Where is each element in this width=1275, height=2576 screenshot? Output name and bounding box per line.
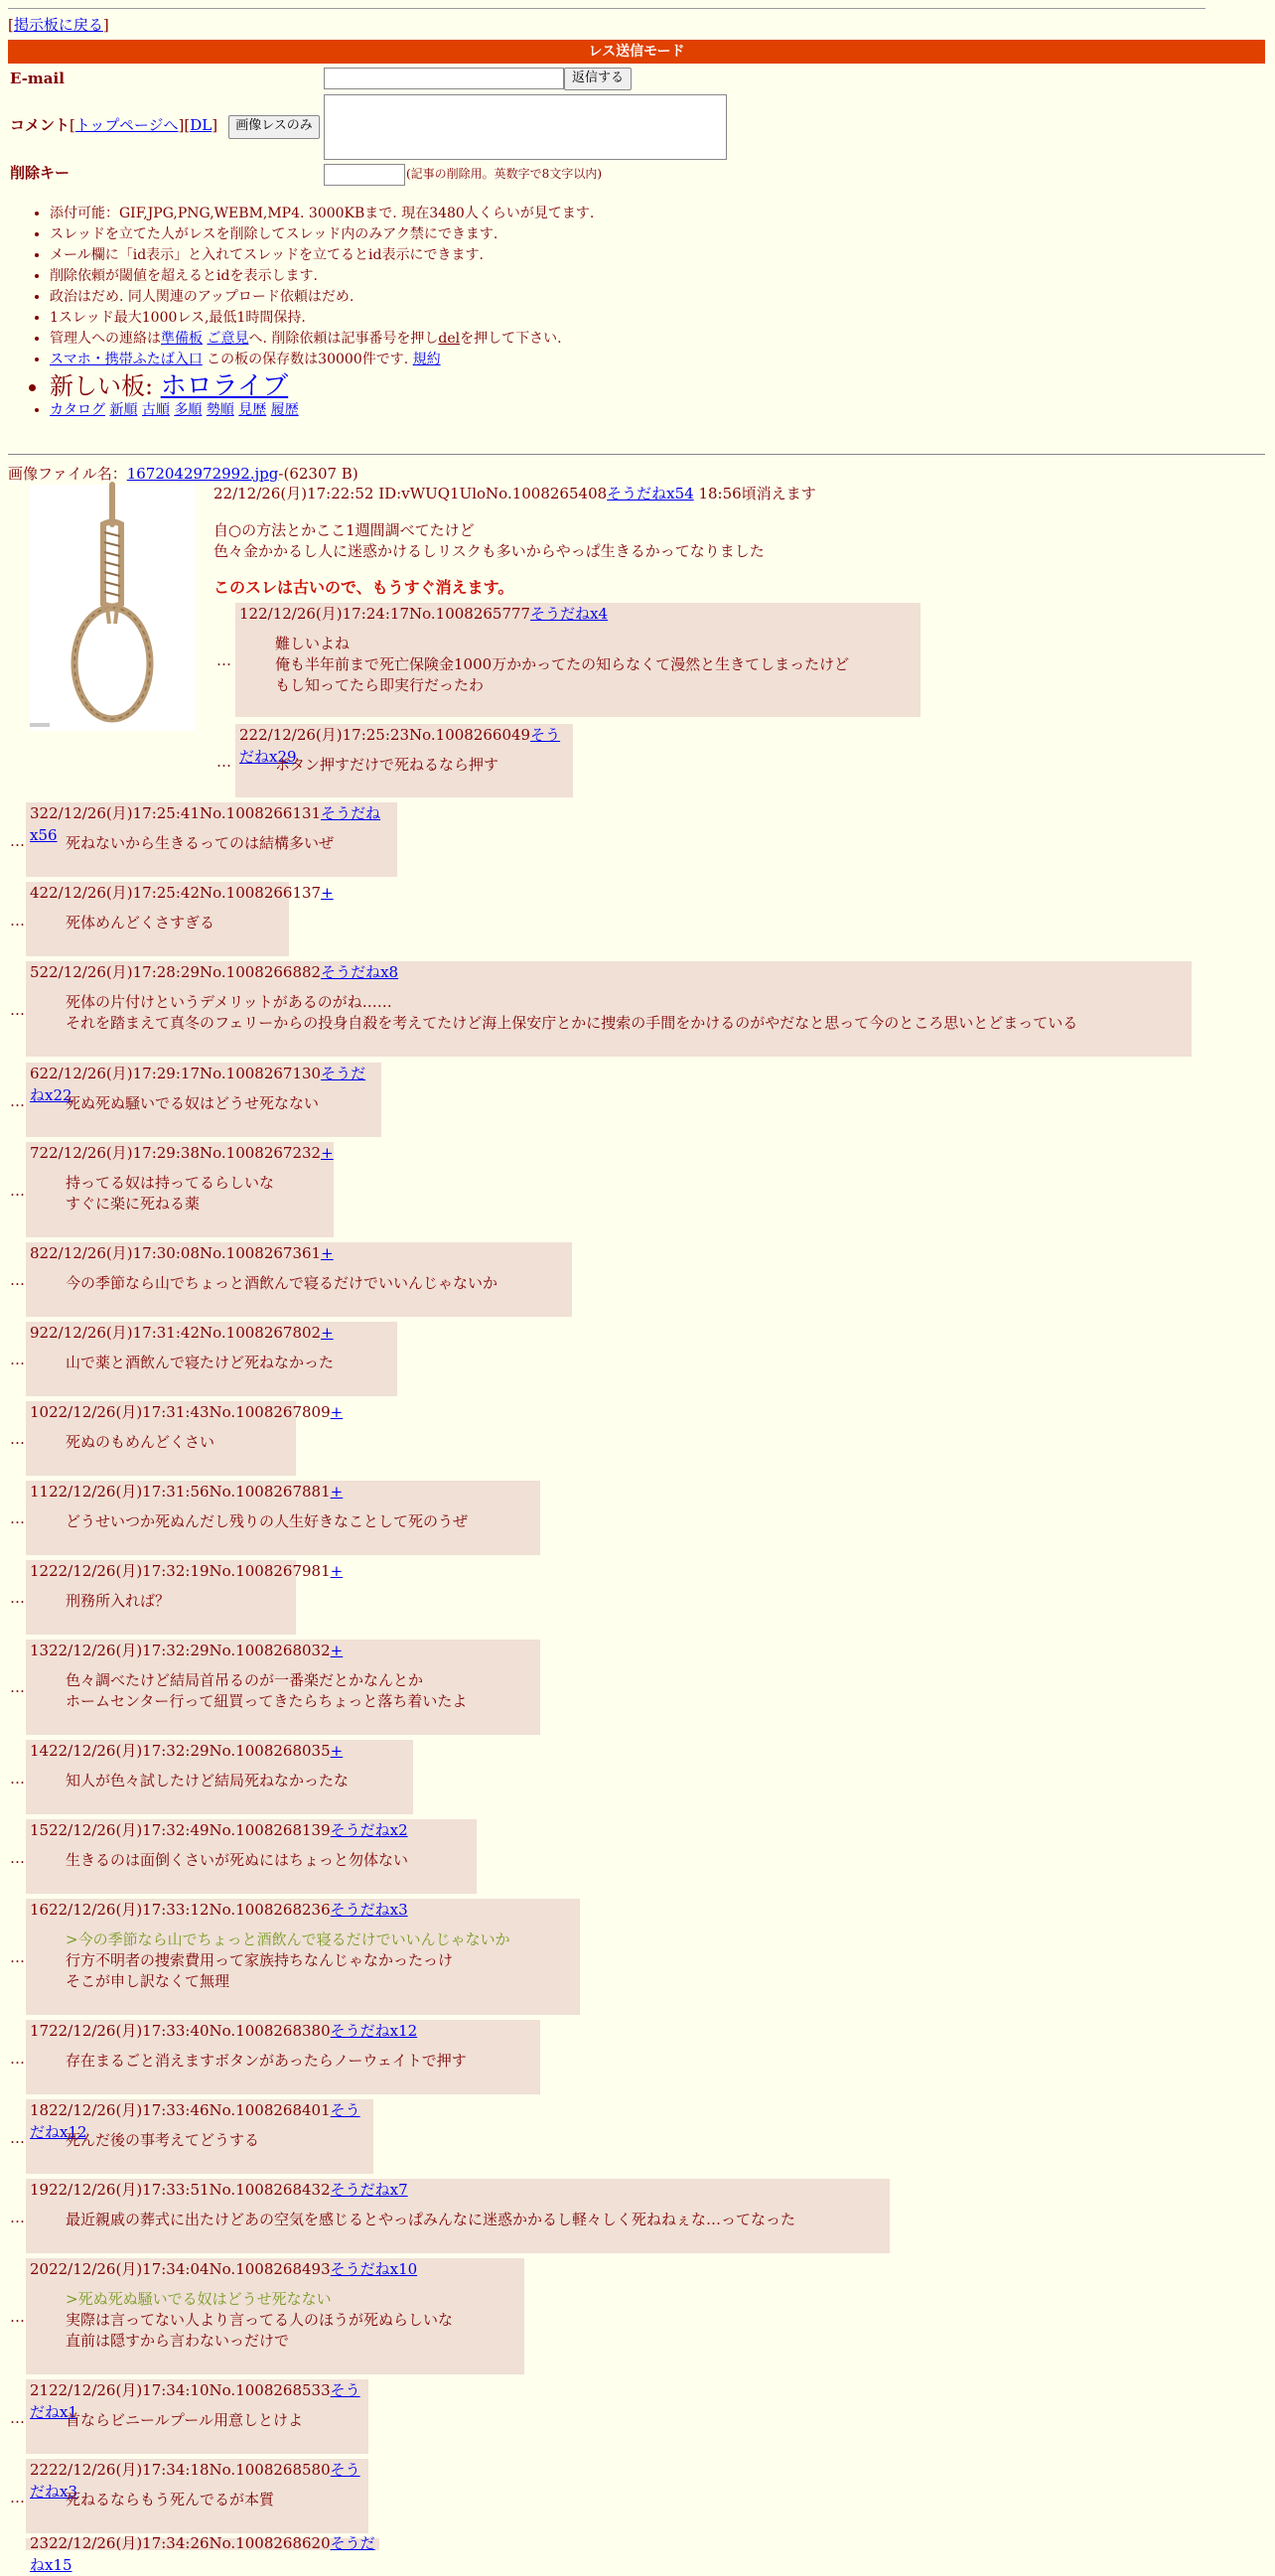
rule-text: を押して下さい. — [460, 331, 562, 347]
reply-line: 知人が色々試したけど結局死ねなかったな — [66, 1772, 350, 1789]
reply-marker: … — [10, 1271, 25, 1289]
soudane-link[interactable]: そうだねx4 — [530, 605, 609, 623]
reply-line: 死体めんどくさすぎる — [66, 914, 215, 931]
reply-number: 9 — [30, 1324, 40, 1342]
reply-line: 死んだ後の事考えてどうする — [66, 2131, 260, 2149]
reply-meta: 22/12/26(月)17:33:51No.1008268432 — [49, 2181, 331, 2199]
rule-item: • 添付可能：GIF,JPG,PNG,WEBM,MP4. 3000KBまで. 現在3480人くらいが見てます. — [50, 205, 594, 225]
reply-marker: … — [216, 753, 231, 771]
soudane-link[interactable]: + — [321, 1144, 334, 1162]
reply-line: 行方不明者の捜索費用って家族持ちなんじゃなかったっけ — [66, 1951, 454, 1969]
soudane-link[interactable]: + — [330, 1742, 344, 1760]
new-board-label: 新しい板: — [50, 372, 161, 400]
dl-link[interactable]: DL — [190, 116, 212, 134]
reply-line: 持ってる奴は持ってるらしいな — [66, 1174, 275, 1192]
op-header — [213, 485, 816, 504]
reply-post — [26, 1481, 540, 1555]
reply-number: 2 — [239, 726, 249, 744]
reply-number: 5 — [30, 963, 40, 981]
soudane-link[interactable]: そうだねx12 — [330, 2022, 418, 2040]
reply-number: 6 — [30, 1065, 40, 1082]
reply-meta: 22/12/26(月)17:24:17No.1008265777 — [248, 605, 531, 623]
reply-line: ボタン押すだけで死ねるなら押す — [275, 756, 499, 774]
rule-text: へ. 削除依頼は記事番号を押し — [248, 331, 439, 347]
soudane-link[interactable]: そうだねx12 — [30, 2101, 360, 2141]
reply-marker: … — [10, 2308, 25, 2326]
reply-mode-bar: レス送信モード — [8, 40, 1265, 64]
soudane-link[interactable]: そうだねx22 — [30, 1065, 366, 1104]
reply-marker: … — [10, 2129, 25, 2147]
op-line: 色々金かかるし人に迷惑かけるしリスクも多いからやっぱ生きるかってなりました — [213, 542, 765, 560]
reply-post — [235, 603, 921, 717]
reply-marker: … — [10, 2489, 25, 2506]
op-thumbnail[interactable] — [30, 485, 195, 731]
reply-marker: … — [10, 2209, 25, 2226]
comment-label — [10, 116, 217, 136]
reply-meta: 22/12/26(月)17:33:12No.1008268236 — [49, 1901, 331, 1919]
noose-image — [30, 485, 195, 731]
reply-post — [26, 2099, 373, 2174]
reply-number: 20 — [30, 2260, 50, 2278]
reply-meta: 22/12/26(月)17:31:43No.1008267809 — [49, 1403, 331, 1421]
email-field[interactable] — [324, 68, 564, 89]
reply-meta: 22/12/26(月)17:29:38No.1008267232 — [39, 1144, 322, 1162]
reply-post — [26, 1640, 540, 1735]
rule-item: • 政治はだめ. 同人関連のアップロード依頼はだめ. — [50, 288, 594, 309]
reply-marker: … — [10, 912, 25, 930]
soudane-link[interactable]: + — [321, 1324, 334, 1342]
reply-marker: … — [10, 1678, 25, 1696]
rule-item: • メール欄に「id表示」と入れてスレッドを立てるとid表示にできます. — [50, 246, 594, 267]
reply-post — [26, 1819, 477, 1894]
reply-marker: … — [10, 1351, 25, 1368]
reply-number: 4 — [30, 884, 40, 902]
reply-post — [26, 1899, 580, 2015]
sort-momentum-link[interactable]: 勢順 — [206, 402, 234, 418]
back-to-board — [8, 16, 109, 36]
reply-post — [235, 724, 573, 797]
reply-post — [26, 1740, 413, 1814]
rule-item-mobile — [50, 351, 594, 371]
soudane-link[interactable]: そうだねx10 — [330, 2260, 418, 2278]
reply-marker: … — [10, 1430, 25, 1448]
reply-post — [26, 1322, 397, 1396]
soudane-link[interactable]: そうだねx7 — [330, 2181, 408, 2199]
reply-meta: 22/12/26(月)17:30:08No.1008267361 — [39, 1244, 322, 1262]
reply-number: 3 — [30, 804, 40, 822]
reply-number: 18 — [30, 2101, 50, 2119]
reply-meta: 22/12/26(月)17:25:42No.1008266137 — [39, 884, 322, 902]
reply-line: 山で薬と酒飲んで寝たけど死ねなかった — [66, 1354, 335, 1371]
reply-meta: 22/12/26(月)17:29:17No.1008267130 — [39, 1065, 322, 1082]
reply-number: 17 — [30, 2022, 50, 2040]
reply-marker: … — [10, 832, 25, 850]
quoted-text: >死ぬ死ぬ騒いでる奴はどうせ死なない — [66, 2290, 332, 2308]
bracket-close: ] — [178, 116, 185, 134]
reply-meta: 22/12/26(月)17:31:56No.1008267881 — [49, 1483, 331, 1501]
reply-post — [26, 1063, 381, 1137]
reply-marker: … — [10, 1182, 25, 1200]
reply-meta: 22/12/26(月)17:25:23No.1008266049 — [248, 726, 531, 744]
rule-item: • 1スレッド最大1000レス,最低1時間保持. — [50, 309, 594, 330]
reply-marker: … — [10, 1849, 25, 1867]
terms-link[interactable]: 規約 — [412, 352, 441, 367]
reply-line: 死ねるならもう死んでるが本質 — [66, 2491, 275, 2508]
reply-post — [26, 1142, 334, 1237]
board-rules — [50, 205, 594, 422]
feedback-link[interactable]: ご意見 — [207, 331, 249, 347]
reply-line: 死ぬのもめんどくさい — [66, 1433, 215, 1451]
reply-line: 俺も半年前まで死亡保険金1000万かかってたの知らなくて漫然と生きてしまったけど — [275, 655, 850, 673]
reply-meta: 22/12/26(月)17:28:29No.1008266882 — [39, 963, 322, 981]
top-page-link[interactable]: トップページへ — [74, 116, 179, 134]
reply-line: 存在まるごと消えますボタンがあったらノーウェイトで押す — [66, 2052, 467, 2070]
op-meta: 22/12/26(月)17:22:52 ID:vWUQ1UloNo.1008265408 — [213, 485, 608, 502]
reply-line: 刑務所入れば？ — [66, 1592, 171, 1610]
reply-number: 22 — [30, 2461, 50, 2479]
reply-meta: 22/12/26(月)17:32:19No.1008267981 — [49, 1562, 331, 1580]
reply-line: そこが申し訳なくて無理 — [66, 1972, 230, 1990]
rule-item: • スレッドを立てた人がレスを削除してスレッド内のみアク禁にできます. — [50, 225, 594, 246]
reply-marker: … — [216, 651, 231, 669]
catalog-links — [50, 401, 594, 422]
soudane-link[interactable]: + — [330, 1642, 344, 1659]
reply-number: 10 — [30, 1403, 50, 1421]
reply-marker: … — [10, 2050, 25, 2068]
catalog-link[interactable]: カタログ — [50, 402, 105, 418]
reply-post — [26, 1560, 344, 1635]
reply-line: 直前は隠すから言わないっだけで — [66, 2332, 290, 2350]
reply-marker: … — [10, 1770, 25, 1788]
reply-line: 今の季節なら山でちょっと酒飲んで寝るだけでいいんじゃないか — [66, 1274, 498, 1292]
reply-number: 1 — [239, 605, 249, 623]
reply-line: 最近親戚の葬式に出たけどあの空気を感じるとやっぱみんなに迷惑かかるし軽々しく死ねねぇな…ってなった — [66, 2211, 796, 2228]
bracket-close: ] — [102, 16, 109, 34]
old-thread-notice: このスレは古いので、もうすぐ消えます。 — [213, 578, 514, 597]
soudane-link[interactable]: そうだねx3 — [330, 1901, 408, 1919]
reply-number: 8 — [30, 1244, 40, 1262]
soudane-link[interactable]: そうだねx2 — [330, 1821, 408, 1839]
reply-line: 色々調べたけど結局首吊るのが一番楽だとかなんとか — [66, 1671, 424, 1689]
thread-divider — [8, 454, 1265, 455]
reply-number: 15 — [30, 1821, 50, 1839]
rule-text: この板の保存数は30000件です. — [202, 352, 413, 367]
soudane-link[interactable]: + — [330, 1483, 344, 1501]
reply-line: すぐに楽に死ねる薬 — [66, 1195, 201, 1213]
new-board-link[interactable]: ホロライブ — [160, 371, 289, 401]
op-expire: 18:56頃消えます — [693, 485, 816, 502]
reply-line: 死ねないから生きるってのは結構多いぜ — [66, 834, 335, 852]
soudane-link[interactable]: そうだねx56 — [30, 804, 381, 844]
history-link[interactable]: 履歴 — [270, 402, 299, 418]
reply-line: 生きるのは面倒くさいが死ぬにはちょっと勿体ない — [66, 1851, 409, 1869]
reply-line: もし知ってたら即実行だったわ — [275, 676, 485, 694]
reply-line: 難しいよね — [275, 635, 351, 652]
soudane-link[interactable]: + — [330, 1403, 344, 1421]
reply-meta: 22/12/26(月)17:34:18No.1008268580 — [49, 2461, 331, 2479]
top-divider — [8, 8, 1205, 9]
reply-post — [26, 882, 334, 956]
back-to-board-link[interactable]: 掲示板に戻る — [13, 16, 103, 34]
delete-key-field[interactable] — [324, 164, 405, 186]
file-size: -(62307 B) — [278, 465, 358, 483]
reply-line: 首ならビニールプール用意しとけよ — [66, 2411, 303, 2429]
send-reply-button[interactable]: 返信する — [564, 68, 632, 90]
reply-marker: … — [10, 1948, 25, 1966]
quoted-text: >今の季節なら山でちょっと酒飲んで寝るだけでいいんじゃないか — [66, 1931, 510, 1948]
reply-marker: … — [10, 1509, 25, 1527]
reply-number: 19 — [30, 2181, 50, 2199]
op-line: 自○の方法とかここ1週間調べてたけど — [213, 521, 475, 539]
reply-meta: 22/12/26(月)17:32:29No.1008268032 — [49, 1642, 331, 1659]
reply-post — [26, 2020, 540, 2094]
mobile-entry-link[interactable]: スマホ・携帯ふたば入口 — [50, 352, 203, 367]
rule-item-new-board — [50, 371, 594, 401]
comment-textarea[interactable] — [324, 94, 727, 160]
rule-item-admin — [50, 330, 594, 351]
reply-post — [26, 2179, 890, 2253]
view-history-link[interactable]: 見歴 — [238, 402, 267, 418]
soudane-link[interactable]: そうだねx3 — [30, 2461, 360, 2501]
bracket-open: [ — [8, 16, 14, 34]
reply-number: 13 — [30, 1642, 50, 1659]
reply-number: 12 — [30, 1562, 50, 1580]
reply-meta: 22/12/26(月)17:32:29No.1008268035 — [49, 1742, 331, 1760]
reply-post — [26, 2258, 524, 2374]
reply-marker: … — [10, 1001, 25, 1019]
email-label: E-mail — [10, 70, 65, 87]
reply-post — [26, 802, 397, 877]
sort-many-link[interactable]: 多順 — [174, 402, 203, 418]
reply-meta: 22/12/26(月)17:31:42No.1008267802 — [39, 1324, 322, 1342]
top-link-wrap — [70, 116, 217, 134]
reply-post — [26, 2459, 368, 2533]
soudane-link[interactable]: + — [330, 1562, 344, 1580]
reply-marker: … — [10, 1092, 25, 1110]
reply-number: 21 — [30, 2381, 50, 2399]
reply-number: 14 — [30, 1742, 50, 1760]
reply-line: 死体の片付けというデメリットがあるのがね…… — [66, 993, 392, 1011]
soudane-link[interactable]: そうだねx29 — [239, 726, 561, 766]
prep-board-link[interactable]: 準備板 — [161, 331, 203, 347]
del-word: del — [438, 331, 461, 347]
op-file-link[interactable]: 1672042972992.jpg — [126, 465, 279, 483]
reply-number: 7 — [30, 1144, 40, 1162]
reply-marker: … — [10, 2409, 25, 2427]
op-body — [213, 520, 765, 562]
reply-meta: 22/12/26(月)17:25:41No.1008266131 — [39, 804, 322, 822]
soudane-link[interactable]: そうだねx1 — [30, 2381, 360, 2421]
image-only-button[interactable]: 画像レスのみ — [228, 115, 320, 139]
rule-item: • 削除依頼が閾値を超えるとidを表示します. — [50, 267, 594, 288]
reply-number: 23 — [30, 2534, 50, 2552]
bracket-open: [ — [184, 116, 191, 134]
reply-line: それを踏まえて真冬のフェリーからの投身自殺を考えてたけど海上保安庁とかに捜索の手間をかけるのがやだなと思って今のところ思いとどまっている — [66, 1014, 1078, 1032]
reply-line: 実際は言ってない人より言ってる人のほうが死ぬらしいな — [66, 2311, 454, 2329]
reply-meta: 22/12/26(月)17:34:04No.1008268493 — [49, 2260, 331, 2278]
sort-new-link[interactable]: 新順 — [109, 402, 138, 418]
reply-line: どうせいつか死ぬんだし残りの人生好きなことして死のうぜ — [66, 1512, 469, 1530]
reply-meta: 22/12/26(月)17:33:46No.1008268401 — [49, 2101, 331, 2119]
soudane-link[interactable]: + — [321, 884, 334, 902]
bracket-close: ] — [212, 116, 218, 134]
reply-meta: 22/12/26(月)17:34:26No.1008268620 — [49, 2534, 331, 2552]
reply-post — [26, 2379, 368, 2454]
sort-old-link[interactable]: 古順 — [141, 402, 170, 418]
reply-marker: … — [10, 1589, 25, 1607]
comment-label-text: コメント — [10, 116, 71, 134]
bracket-open: [ — [70, 116, 75, 134]
reply-post — [26, 2534, 379, 2574]
reply-post — [26, 1242, 572, 1317]
reply-number: 11 — [30, 1483, 50, 1501]
reply-meta: 22/12/26(月)17:33:40No.1008268380 — [49, 2022, 331, 2040]
reply-post — [26, 1401, 344, 1476]
op-file-line — [8, 465, 358, 485]
reply-meta: 22/12/26(月)17:32:49No.1008268139 — [49, 1821, 331, 1839]
soudane-link[interactable]: そうだねx8 — [321, 963, 399, 981]
soudane-link[interactable]: そうだねx15 — [30, 2534, 375, 2574]
file-label: 画像ファイル名： — [8, 465, 127, 483]
reply-meta: 22/12/26(月)17:34:10No.1008268533 — [49, 2381, 331, 2399]
reply-post — [26, 961, 1192, 1057]
delete-key-note: (記事の削除用。英数字で8文字以内) — [406, 167, 602, 181]
op-soudane-link[interactable]: そうだねx54 — [607, 485, 694, 502]
delete-key-label: 削除キー — [10, 164, 71, 182]
rule-text: 管理人への連絡は — [50, 331, 161, 347]
reply-number: 16 — [30, 1901, 50, 1919]
reply-line: ホームセンター行って紐買ってきたらちょっと落ち着いたよ — [66, 1692, 468, 1710]
reply-line: 死ぬ死ぬ騒いでる奴はどうせ死なない — [66, 1094, 320, 1112]
soudane-link[interactable]: + — [321, 1244, 334, 1262]
